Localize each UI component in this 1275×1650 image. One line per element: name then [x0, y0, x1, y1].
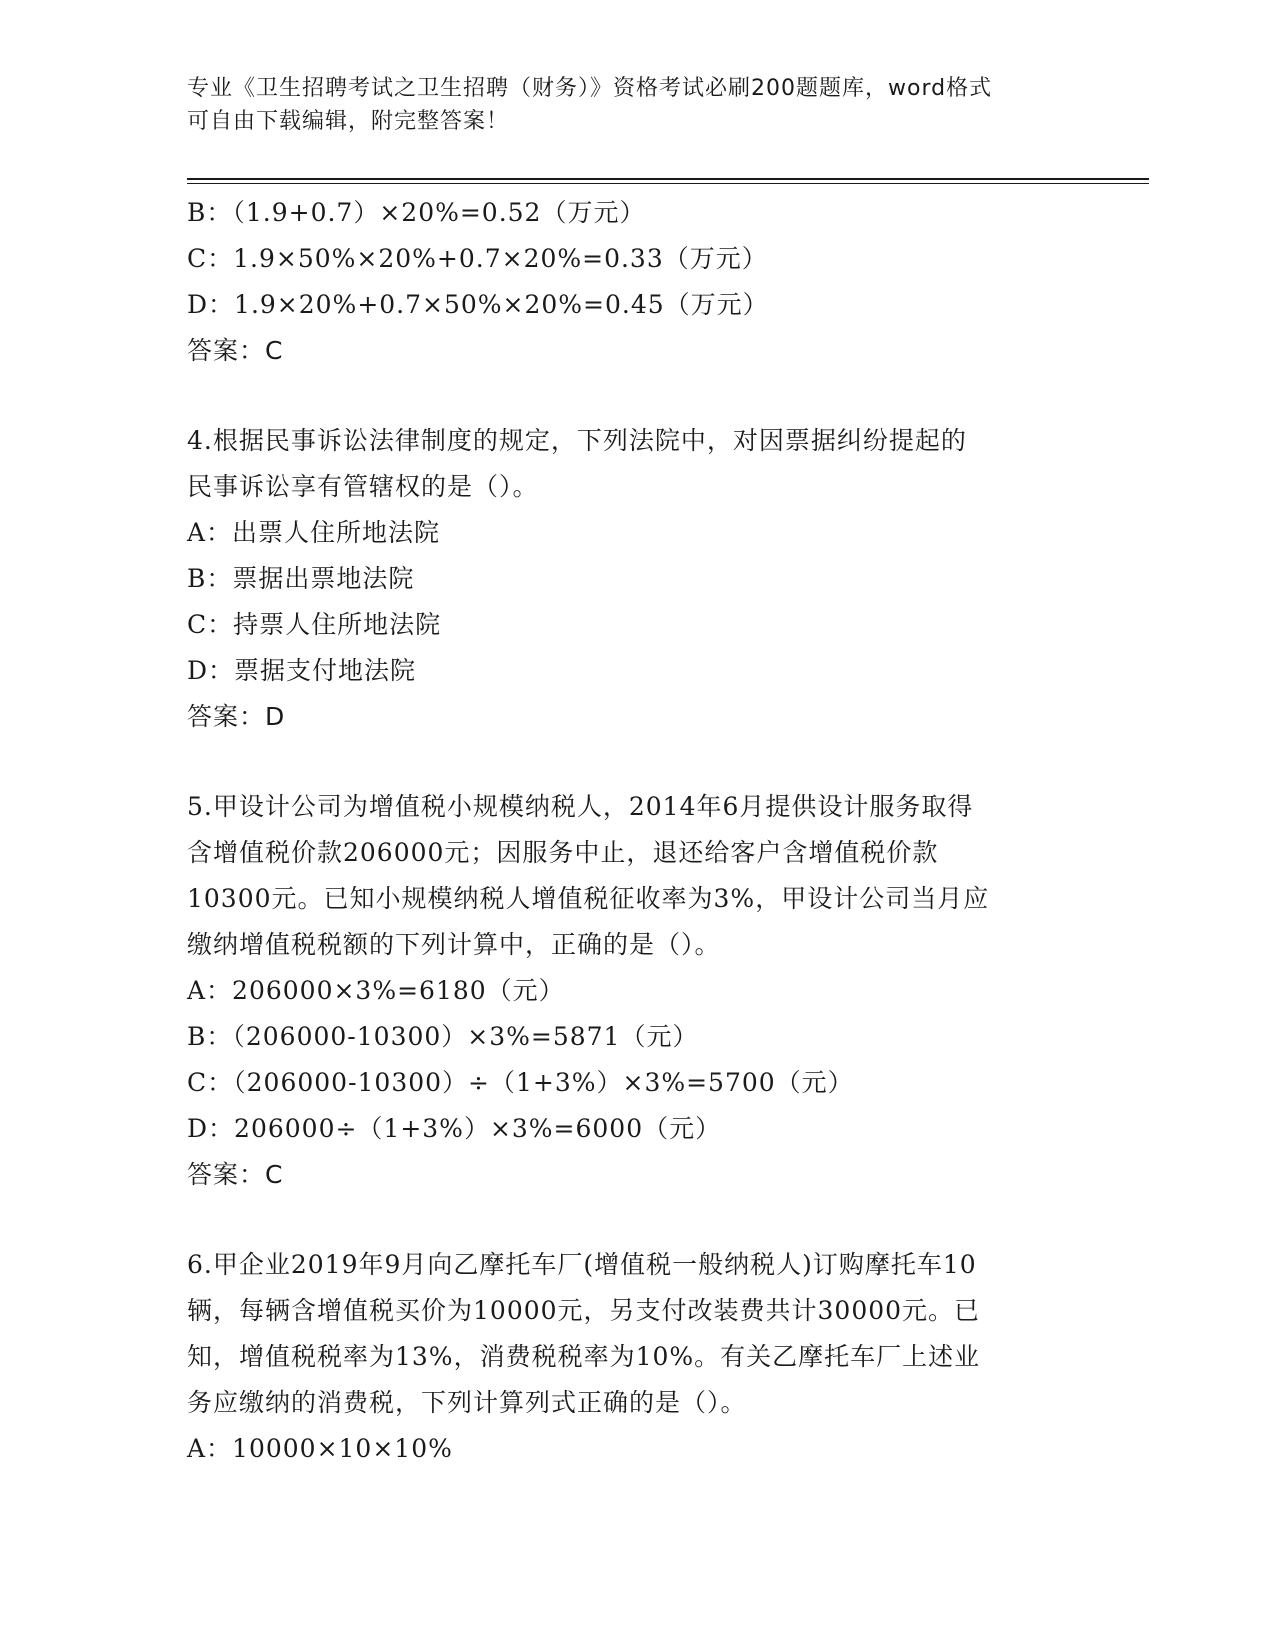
- question-stem: 缴纳增值税税额的下列计算中，正确的是（）。: [187, 930, 721, 959]
- option-a: A：10000×10×10%: [187, 1434, 453, 1463]
- option-b: B：票据出票地法院: [187, 564, 415, 593]
- header-divider-thin: [187, 183, 1149, 184]
- question-stem: 10300元。已知小规模纳税人增值税征收率为3%，甲设计公司当月应: [187, 884, 990, 913]
- option-a: A：206000×3%=6180（元）: [187, 976, 565, 1005]
- spacer: [187, 374, 1087, 418]
- question-stem: 5.甲设计公司为增值税小规模纳税人，2014年6月提供设计服务取得: [187, 792, 974, 821]
- option-b: B：（206000-10300）×3%=5871（元）: [187, 1022, 699, 1051]
- option-c: C：（206000-10300）÷（1+3%）×3%=5700（元）: [187, 1068, 854, 1097]
- option-c: C：1.9×50%×20%+0.7×20%=0.33（万元）: [187, 244, 768, 273]
- question-stem: 6.甲企业2019年9月向乙摩托车厂(增值税一般纳税人)订购摩托车10: [187, 1250, 977, 1279]
- answer: 答案：D: [187, 702, 286, 731]
- question-stem: 民事诉讼享有管辖权的是（）。: [187, 472, 539, 501]
- spacer: [187, 740, 1087, 784]
- option-a: A：出票人住所地法院: [187, 518, 441, 547]
- header-title-line-1: 专业《卫生招聘考试之卫生招聘（财务）》资格考试必刷200题题库，word格式: [187, 76, 993, 101]
- option-d: D：1.9×20%+0.7×50%×20%=0.45（万元）: [187, 290, 769, 319]
- spacer: [187, 1198, 1087, 1242]
- option-b: B：（1.9+0.7）×20%=0.52（万元）: [187, 198, 646, 227]
- question-stem: 含增值税价款206000元；因服务中止，退还给客户含增值税价款: [187, 838, 939, 867]
- question-6: [187, 1242, 1087, 1472]
- question-stem: 辆，每辆含增值税买价为10000元，另支付改装费共计30000元。已: [187, 1296, 981, 1325]
- question-stem: 4.根据民事诉讼法律制度的规定，下列法院中，对因票据纠纷提起的: [187, 426, 967, 455]
- question-stem: 知，增值税税率为13%，消费税税率为10%。有关乙摩托车厂上述业: [187, 1342, 981, 1371]
- question-3: [187, 190, 1087, 374]
- question-4: [187, 418, 1087, 740]
- question-stem: 务应缴纳的消费税，下列计算列式正确的是（）。: [187, 1388, 747, 1417]
- option-d: D：206000÷（1+3%）×3%=6000（元）: [187, 1114, 722, 1143]
- question-content: [187, 190, 1087, 1472]
- page-header: [187, 72, 1087, 138]
- question-5: [187, 784, 1087, 1198]
- header-title-line-2: 可自由下载编辑，附完整答案！: [187, 109, 510, 134]
- header-divider-thick: [187, 178, 1149, 180]
- option-d: D：票据支付地法院: [187, 656, 417, 685]
- answer: 答案：C: [187, 336, 284, 365]
- answer: 答案：C: [187, 1160, 284, 1189]
- option-c: C：持票人住所地法院: [187, 610, 442, 639]
